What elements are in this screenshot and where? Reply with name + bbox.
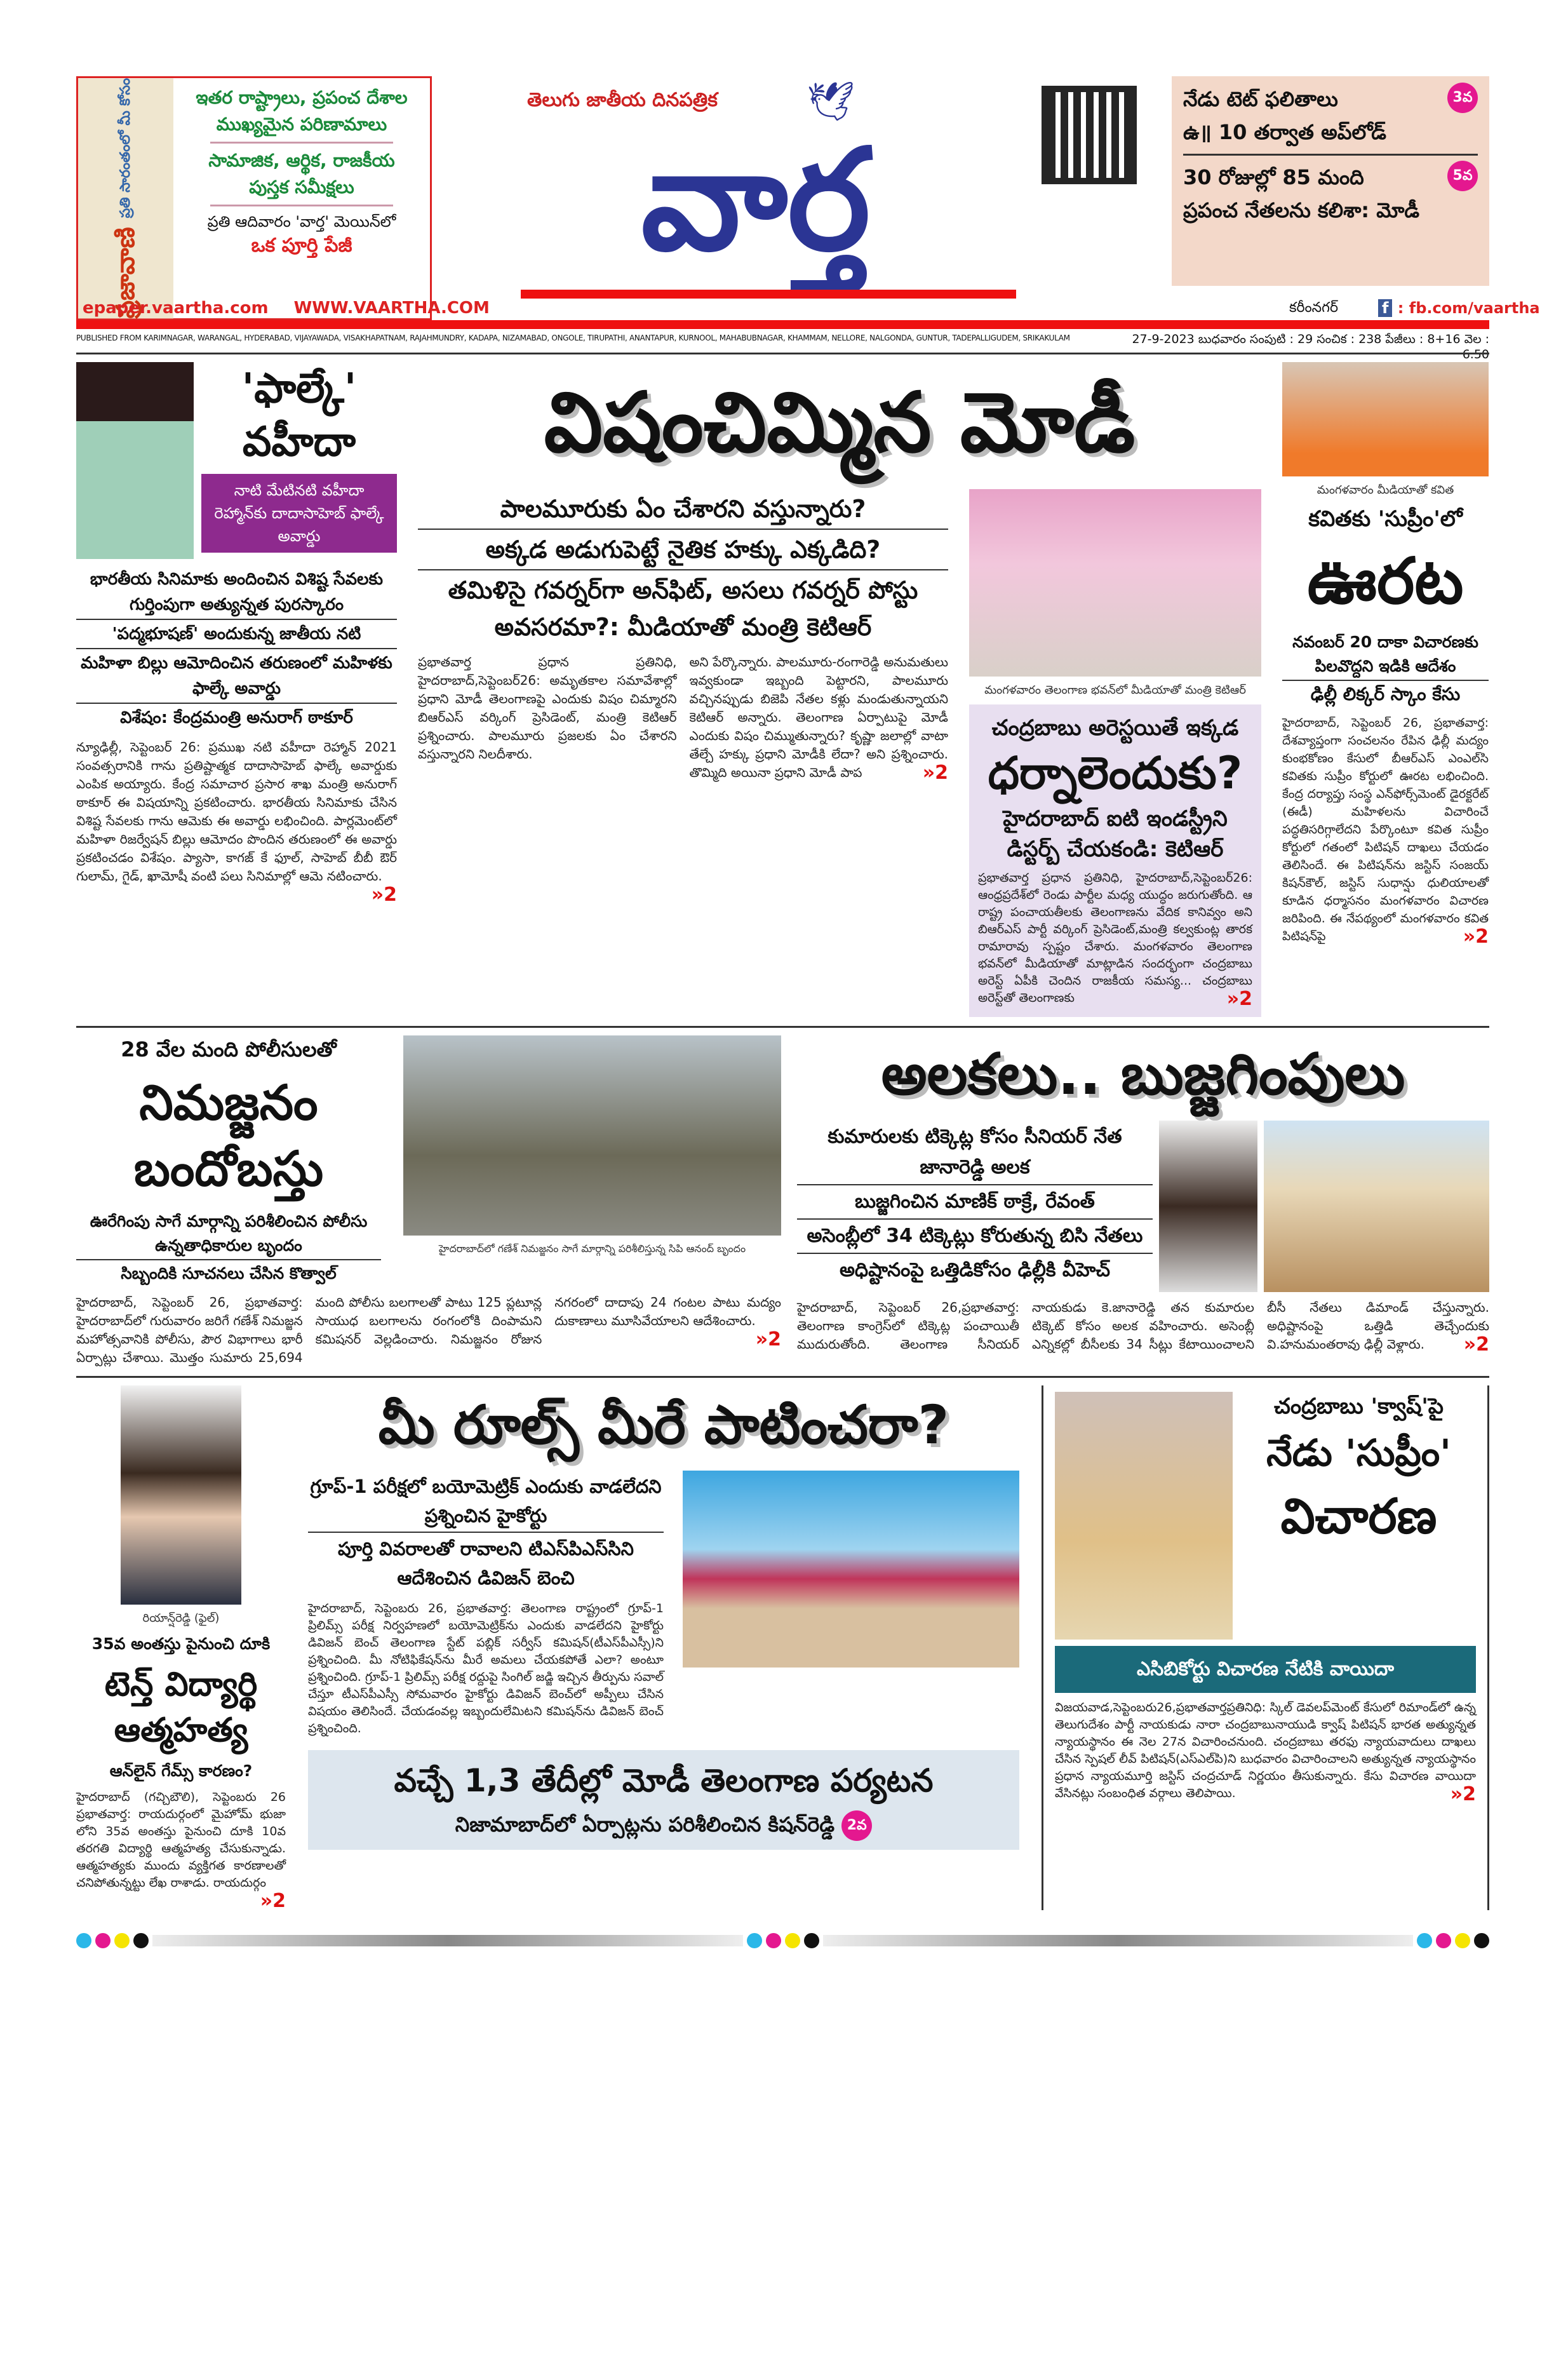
logo-underline	[521, 290, 1016, 299]
color-registration-bar	[76, 1932, 1489, 1950]
continued-page-link[interactable]: »2	[1450, 1783, 1476, 1805]
kavitha-kicker: కవితకు 'సుప్రీం'లో	[1308, 506, 1463, 532]
highlight-line: ఉ॥ 10 తర్వాత అప్‌లోడ్	[1183, 120, 1386, 144]
nimajjanam-subs: ఊరేగింపు సాగే మార్గాన్ని పరిశీలించిన పోలీసు ఉన్నతాధికారుల బృందం సిబ్బందికి సూచనలు చేసిన కొత్వాల్	[76, 1208, 381, 1287]
highlight-line: 3వ నేడు టెట్ ఫలితాలు	[1183, 83, 1478, 116]
continued-page-link[interactable]: »2	[1226, 988, 1252, 1010]
nimajjanam-headline: నిమజ్జనం బందోబస్తు	[133, 1074, 324, 1197]
nimajjanam-story	[76, 1035, 781, 1367]
lead-story	[418, 362, 1261, 1017]
divider	[210, 142, 393, 144]
published-from: PUBLISHED FROM KARIMNAGAR, WARANGAL, HYDERABAD, VIJAYAWADA, VISAKHAPATNAM, RAJAHMUNDRY, KADAPA, NIZAMABAD, ONGOLE, TIRUPATHI, ANANTAPUR, KURNOOL, MAHABUBNAGAR, KHAMMAM, NELLORE, NALGONDA, GUNTUR, TADEPALLIGUDEM, SRIKAKULAM	[76, 334, 1070, 342]
inside-highlights-box	[1172, 76, 1489, 286]
website-link[interactable]: WWW.VAARTHA.COM	[293, 299, 490, 318]
kavitha-story	[1282, 362, 1489, 1017]
naidu-kicker: చంద్రబాబు 'క్వాష్'పై	[1274, 1394, 1444, 1419]
continued-page-link[interactable]: »2	[922, 762, 948, 784]
photo-caption: మంగళవారం మీడియాతో కవిత	[1317, 483, 1454, 497]
facebook-link[interactable]: f : fb.com/vaartha	[1378, 299, 1540, 318]
row-top-stories	[76, 353, 1489, 1026]
janareddy-photo	[1159, 1121, 1257, 1292]
student-story	[76, 1385, 286, 1910]
tspsc-body: హైదరాబాద్, సెప్టెంబరు 26, ప్రభాతవార్త: తెలంగాణ రాష్ట్రంలో గ్రూప్-1 ప్రిలిమ్స్ పరీక్ష నిర్వహణలో బయోమెట్రిక్‌ను ఎందుకు వాడలేదని హైకోర్టు డివిజన్ బెంచ్ తెలంగాణ స్టేట్ పబ్లిక్ సర్వీస్ కమిషన్(టీఎస్‌పీఎస్సీ)ని ప్రశ్నించింది. మీ నోటిఫికేషన్‌ను మీరే అమలు చేయకపోతే ఎలా? అంటూ ప్రశ్నించింది. గ్రూప్-1 ప్రిలిమ్స్ పరీక్ష రద్దుపై సింగిల్ జడ్జి ఇచ్చిన తీర్పును సవాల్ చేస్తూ టీఎస్‌పీఎస్సీ సోమవారం హైకోర్టు డివిజన్ బెంచ్‌లో అప్పీలు చేసిన విషయం తెలిసిందే. చేయడంవల్ల ఇబ్బందులేమిటని కమిషన్‌ను డివిజన్ బెంచ్ ప్రశ్నించింది.	[308, 1601, 664, 1735]
alakalu-headline: అలకలు.. బుజ్జగింపులు	[881, 1041, 1405, 1108]
student-photo	[121, 1385, 241, 1605]
chandrababu-photo	[1055, 1392, 1233, 1640]
dharna-story-box: చంద్రబాబు అరెస్టయితే ఇక్కడ ధర్నాలెందుకు? హైదరాబాద్ ఐటి ఇండస్ట్రీని డిస్టర్బ్ చేయకండి: కెటిఆర్ ప్రభాతవార్త ప్రధాన ప్రతినిధి, హైదరాబాద్,సెప్టెంబర్26: ఆంధ్రప్రదేశ్‌లో రెండు పార్టీల మధ్య యుద్ధం జరుగుతోంది. ఆ రాష్ట్ర పంచాయతీలకు తెలంగాణను వేదిక కానివ్వం అని బిఆర్‌ఎస్ పార్టీ వర్కింగ్ ప్రెసిడెంట్,మంత్రి కల్వకుంట్ల తారక రామారావు స్పష్టం చేశారు. మంగళవారం తెలంగాణ భవన్‌లో మీడియాతో మాట్లాడిన సందర్భంగా చంద్రబాబు అరెస్ట్ ఏపీకి చెందిన రాజకీయ సమస్య... చంద్రబాబు అరెస్ట్‌తో తెలంగాణకు »2	[969, 704, 1261, 1017]
promo-note-red: ఒక పూర్తి పేజీ	[251, 234, 352, 257]
promo-line: ఇతర రాష్ట్రాలు, ప్రపంచ దేశాల	[196, 87, 408, 108]
continued-page-link[interactable]: »2	[1463, 926, 1489, 948]
tspsc-headline: మీ రూల్స్ మీరే పాటించరా?	[378, 1394, 949, 1456]
continued-page-link[interactable]: »2	[371, 884, 397, 906]
main-content	[76, 353, 1489, 1969]
phalke-box: నాటి మేటినటి వహీదా రెహ్మాన్‌కు దాదాసాహెబ్ ఫాల్కే అవార్డు	[201, 474, 397, 553]
naidu-body: విజయవాడ,సెప్టెంబరు26,ప్రభాతవార్తప్రతినిధి: స్కిల్ డెవలప్‌మెంట్ కేసులో రిమాండ్‌లో ఉన్న తెలుగుదేశం పార్టీ నాయకుడు నారా చంద్రబాబునాయుడి క్వాష్ పిటిషన్ భారత అత్యున్నత న్యాయస్థానం ఈ నెల 27న విచారించనుంది. చంద్రబాబు తరఫు న్యాయవాదులు దాఖలు చేసిన స్పెషల్ లీవ్ పిటిషన్(ఎస్‌ఎల్‌పి)ని బుధవారం విచారించాలని అత్యున్నత న్యాయస్థానం ప్రధాన న్యాయమూర్తి జస్టిస్ చంద్రచూడ్ నిర్ణయం తీసుకున్నారు. కేసు విచారణ వాయిదా వేసినట్లు సంబంధిత వర్గాలు తెలిపాయి. »2	[1055, 1701, 1476, 1805]
lead-body-col2: అని పేర్కొన్నారు. పాలమూరు-రంగారెడ్డి అనుమతులు ఇవ్వకుండా ఇబ్బంది పెట్టారని, పాలమూరు వచ్చినప్పుడు బిజెపి నేతల కళ్లు మండుతున్నాయని కెటిఆర్ అన్నారు. తెలంగాణ ఏర్పాటుపై మోడీ ఎందుకు విషం చిమ్ముతున్నారు? కృష్ణా జలాల్లో వాటా తేల్చే హక్కు ప్రధాని మోడీకి లేదా? అని ప్రశ్నించారు. తొమ్మిది అయినా ప్రధాని మోడీ పాప »2	[689, 654, 948, 784]
edition-city: కరీంనగర్	[1289, 300, 1339, 316]
naidu-headline1: నేడు 'సుప్రీం'	[1266, 1431, 1451, 1474]
lead-body-col1: ప్రభాతవార్త ప్రధాన ప్రతినిధి, హైదరాబాద్,సెప్టెంబర్26: అమృతకాల సమావేశాల్లో ప్రధాని మోడీ తెలంగాణపై ఎందుకు విషం చిమ్మారని బిఆర్‌ఎస్ వర్కింగ్ ప్రెసిడెంట్, మంత్రి కెటిఆర్ ప్రశ్నించారు. పాలమూరు ప్రజలకు ఏం చేశారని వస్తున్నారని నిలదీశారు.	[418, 654, 677, 762]
alakalu-body: హైదరాబాద్, సెప్టెంబర్ 26,ప్రభాతవార్త: తెలంగాణ కాంగ్రెస్‌లో టిక్కెట్ల పంచాయితీ ముదురుతోంది. తెలంగాణ సీనియర్ నాయకుడు కె.జానారెడ్డి తన కుమారుల టిక్కెట్ కోసం అలక వహించారు. అసెంబ్లీ ఎన్నికల్లో బీసీలకు 34 సీట్లు కేటాయించాలని బీసీ నేతలు డిమాండ్ చేస్తున్నారు. అధిష్టానంపై ఒత్తిడి తెచ్చేందుకు వి.హనుమంతరావు ఢిల్లీ వెళ్లారు. »2	[797, 1300, 1489, 1356]
epaper-link[interactable]: epaper.vaartha.com	[83, 299, 269, 318]
promo-line: పుస్తక సమీక్షలు	[249, 177, 354, 198]
alakalu-story	[797, 1035, 1489, 1367]
dove-icon: 🕊	[807, 79, 855, 124]
dateline: 27-9-2023 బుధవారం సంపుటి : 29 సంచిక : 238 పేజీలు : 8+16 వెల : 6.50	[1132, 332, 1489, 361]
naidu-band: ఎసిబికోర్టు విచారణ నేటికి వాయిదా	[1055, 1646, 1476, 1693]
highlight-line: 5వ 30 రోజుల్లో 85 మంది	[1183, 161, 1478, 194]
page-badge[interactable]: 2వ	[841, 1810, 872, 1841]
student-headline: టెన్త్ విద్యార్థి ఆత్మహత్య	[104, 1666, 258, 1749]
tspsc-subs: గ్రూప్-1 పరీక్షలో బయోమెట్రిక్ ఎందుకు వాడలేదని ప్రశ్నించిన హైకోర్టు పూర్తి వివరాలతో రావాలని టిఎస్‌పిఎస్‌సిని ఆదేశించిన డివిజన్ బెంచి	[308, 1471, 664, 1594]
promo-note: ప్రతి ఆదివారం 'వార్త' మెయిన్‌లో	[207, 213, 396, 231]
gandhi-bhavan-photo	[1264, 1121, 1489, 1292]
kavitha-photo	[1282, 362, 1489, 476]
phalke-subheads: భారతీయ సినిమాకు అందించిన విశిష్ట సేవలకు గుర్తింపుగా అత్యున్నత పురస్కారం 'పద్మభూషణ్' అందుకున్న జాతీయ నటి మహిళా బిల్లు ఆమోదించిన తరుణంలో మహిళకు ఫాల్కే అవార్డు విశేషం: కేంద్రమంత్రి అనురాగ్ ఠాకూర్	[76, 565, 397, 732]
ktr-press-photo	[969, 489, 1261, 677]
highlight-line: ప్రపంచ నేతలను కలిశా: మోడీ	[1183, 198, 1420, 222]
qr-code-icon[interactable]	[1042, 86, 1137, 184]
photo-caption: హైదరాబాద్‌లో గణేశ్ నిమజ్జనం సాగే మార్గాన్ని పరిశీలిస్తున్న సిపి ఆనంద్ బృందం	[438, 1243, 746, 1255]
naidu-story	[1042, 1385, 1489, 1910]
masthead-red-bar	[76, 320, 1489, 329]
photo-caption: రియాన్ష్‌రెడ్డి (ఫైల్)	[142, 1612, 220, 1625]
divider	[210, 205, 393, 206]
lead-headline: విషంచిమ్మిన మోడీ	[544, 374, 1136, 471]
kavitha-headline: ఊరట	[1307, 544, 1464, 618]
row-middle-stories	[76, 1026, 1489, 1376]
promo-line: ముఖ్యమైన పరిణామాలు	[216, 114, 387, 135]
lead-decks: పాలమూరుకు ఏం చేశారని వస్తున్నారు? అక్కడ అడుగుపెట్టే నైతిక హక్కు ఎక్కడిది? తమిళిసై గవర్నర్‌గా అన్‌ఫిట్, అసలు గవర్నర్ పోస్టు అవసరమా?: మీడియాతో మంత్రి కెటిఆర్	[418, 489, 948, 647]
student-kicker: 35వ అంతస్తు పైనుంచి దూకి	[91, 1634, 271, 1653]
student-sub: ఆన్‌లైన్ గేమ్స్ కారణం?	[109, 1762, 253, 1780]
waheeda-photo	[76, 362, 194, 559]
kavitha-subs: నవంబర్ 20 దాకా విచారణకు పిలవొద్దని ఇడికి ఆదేశం ఢిల్లీ లిక్కర్ స్కాం కేసు	[1282, 629, 1489, 708]
alakalu-subs: కుమారులకు టిక్కెట్ల కోసం సీనియర్ నేత జానారెడ్డి అలక బుజ్జగించిన మాణిక్ ఠాక్రే, రేవంత్ అసెంబ్లీలో 34 టిక్కెట్లు కోరుతున్న బిసి నేతలు అధిష్టానంపై ఒత్తిడికోసం ఢిల్లీకి వీహెచ్	[797, 1121, 1153, 1292]
modi-visit-banner: వచ్చే 1,3 తేదీల్లో మోడీ తెలంగాణ పర్యటన నిజామాబాద్‌లో ఏర్పాట్లను పరిశీలించిన కిషన్‌రెడ్డి 2వ	[308, 1750, 1019, 1850]
phalke-body: న్యూఢిల్లీ, సెప్టెంబర్ 26: ప్రముఖ నటి వహీదా రెహ్మాన్ 2021 సంవత్సరానికి గాను ప్రతిష్టాత్మక దాదాసాహెబ్ ఫాల్కే అవార్డుకు ఎంపిక అయ్యారు. కేంద్ర సమాచార ప్రసార శాఖ మంత్రి అనురాగ్ ఠాకూర్ ఈ విషయాన్ని ప్రకటించారు. భారతీయ సినిమాకు చేసిన విశిష్ట సేవలకు గాను ఆమెకు ఈ అవార్డు లభించింది. పార్లమెంట్‌లో మహిళా రిజర్వేషన్ బిల్లు ఆమోదం పొందిన తరుణంలో ఈ అవార్డు ప్రకటించడం విశేషం. ప్యాసా, కాగజ్ కే ఫూల్, సాహెబ్ బీబీ ఔర్ గులామ్, గైడ్, ఖామోషీ వంటి పలు సినిమాల్లో ఆమె నటించారు. »2	[76, 739, 397, 906]
continued-page-link[interactable]: »2	[755, 1328, 781, 1351]
tspsc-story	[308, 1385, 1019, 1910]
nimajjanam-kicker: 28 వేల మంది పోలీసులతో	[121, 1037, 337, 1061]
weekly-promo-box[interactable]	[76, 76, 432, 320]
continued-page-link[interactable]: »2	[1463, 1333, 1489, 1356]
photo-caption: మంగళవారం తెలంగాణ భవన్‌లో మీడియాతో మంత్రి కెటిఆర్	[984, 684, 1246, 697]
row-bottom-stories	[76, 1376, 1489, 1919]
continued-page-link[interactable]: »2	[260, 1890, 286, 1912]
facebook-icon: f	[1378, 299, 1392, 317]
phalke-story	[76, 362, 397, 1017]
student-body: హైదరాబాద్ (గచ్చిబౌలి), సెప్టెంబరు 26 ప్రభాతవార్త: రాయదుర్గంలో మైహోమ్ భుజా లోని 35వ అంతస్తు పైనుంచి దూకి 10వ తరగతి విద్యార్థి ఆత్మహత్య చేసుకున్నాడు. ఆత్మహత్యకు ముందు వ్యక్తిగత కారణాలతో చనిపోతున్నట్టు లేఖ రాశాడు. రాయదుర్గం »2	[76, 1790, 286, 1912]
newspaper-logo	[521, 79, 991, 292]
kavitha-body: హైదరాబాద్, సెప్టెంబర్ 26, ప్రభాతవార్త: దేశవ్యాప్తంగా సంచలనం రేపిన ఢిల్లీ మద్యం కుంభకోణం కేసులో బీఆర్‌ఎస్ ఎంఎల్‌సి కవితకు సుప్రీం కోర్టులో ఊరట లభించింది. కేంద్ర దర్యాప్తు సంస్థ ఎన్‌ఫోర్స్‌మెంట్ డైరక్టరేట్ (ఈడీ) మహిళలను విచారించే పద్ధతిసరిగ్గాలేదని పేర్కొంటూ కవిత సుప్రీం కోర్టులో గతంలో పిటిషన్ దాఖలు చేయడం తెలిసిందే. ఈ పిటిషన్‌ను జస్టిస్ సంజయ్ కిషన్‌కౌల్, జస్టిస్ సుధాన్షు ధులియాలతో కూడిన ధర్మాసనం మంగళవారం విచారణ జరిపింది. ఈ నేపథ్యంలో మంగళవారం కవిత పిటిషన్‌పై »2	[1282, 716, 1489, 948]
high-court-photo	[683, 1471, 1019, 1668]
divider	[1183, 154, 1478, 156]
nimajjanam-body: హైదరాబాద్, సెప్టెంబర్ 26, ప్రభాతవార్త: హైదరాబాద్‌లో గురువారం జరిగే గణేశ్ నిమజ్జన మహోత్సవానికి పోలీసు, పౌర విభాగాలు భారీ ఏర్పాట్లు చేశాయి. మొత్తం సుమారు 25,694 మంది పోలీసు బలగాలతో పాటు 125 ప్లటూన్ల సాయుధ బలగాలను రంగంలోకి దింపామని కమిషనర్ వెల్లడించారు. నిమజ్జనం రోజున నగరంలో దాదాపు 24 గంటల పాటు మద్యం దుకాణాలు మూసివేయాలని ఆదేశించారు. »2	[76, 1295, 781, 1365]
page-badge[interactable]: 3వ	[1447, 83, 1478, 113]
promo-side-title: ప్రజావాణి ప్రతి సారంతంలో మీ కోసం	[78, 78, 173, 318]
logo-name: వార్త	[641, 119, 871, 281]
logo-tagline: తెలుగు జాతీయ దినపత్రిక	[527, 89, 718, 111]
promo-line: సామాజిక, ఆర్థిక, రాజకీయ	[208, 150, 395, 171]
naidu-headline2: విచారణ	[1280, 1488, 1437, 1544]
page-badge[interactable]: 5వ	[1447, 161, 1478, 191]
police-march-photo	[403, 1035, 781, 1236]
phalke-headline: 'ఫాల్కే' వహీదా	[241, 365, 357, 466]
web-links	[83, 299, 515, 318]
